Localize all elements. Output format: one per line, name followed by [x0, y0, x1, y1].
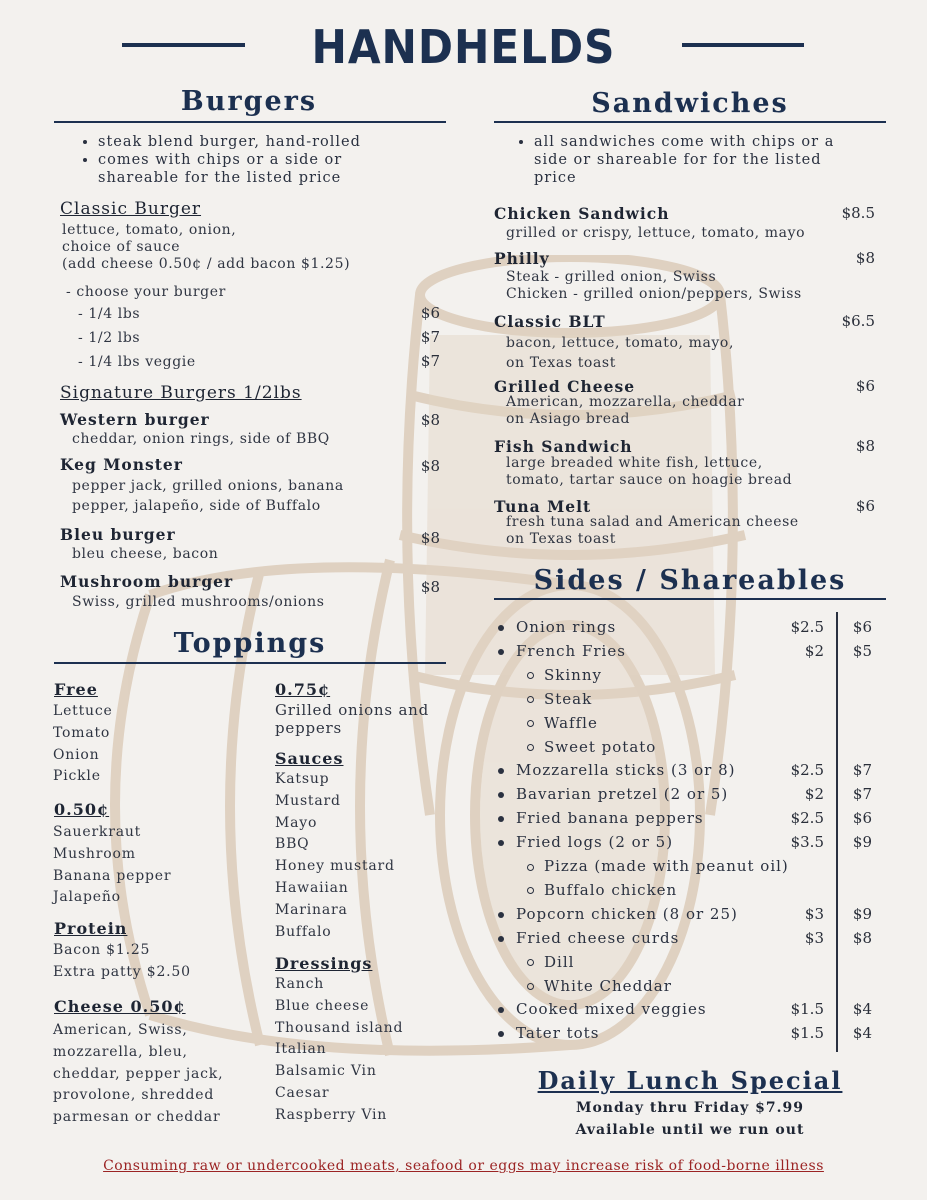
side-label: Fried logs (2 or 5) — [516, 833, 674, 852]
sandwich-desc: large breaded white fish, lettuce, tomato, tartar sauce on hoagie bread — [506, 455, 793, 488]
side-price-shareable: $9 — [852, 833, 872, 852]
toppings-heading: Toppings — [173, 628, 327, 659]
side-price-small: $3.5 — [790, 833, 824, 852]
sandwich-desc: grilled or crispy, lettuce, tomato, mayo — [506, 225, 806, 241]
circle-bullet-icon — [527, 959, 534, 966]
bullet-icon — [498, 936, 504, 942]
side-item — [498, 761, 736, 779]
side-price-shareable: $9 — [852, 904, 872, 923]
sandwich-price: $8.5 — [841, 204, 875, 222]
sandwiches-notes — [496, 133, 886, 187]
title-rule-right — [682, 43, 804, 47]
signature-burger-price: $8 — [420, 411, 440, 429]
sandwich-name: Tuna Melt — [494, 497, 592, 516]
side-label: Dill — [544, 952, 575, 971]
circle-bullet-icon — [527, 887, 534, 894]
burger-option-price: $7 — [420, 352, 440, 370]
sandwich-note: • all sandwiches come with chips or a side or shareable for for the listed price — [534, 133, 886, 187]
side-price-small: $3 — [804, 904, 824, 923]
bullet-icon — [498, 840, 504, 846]
bullet-icon — [498, 816, 504, 822]
side-label: French Fries — [516, 641, 626, 660]
side-label: Fried cheese curds — [516, 928, 680, 947]
daily-lunch-special-days: Monday thru Friday $7.99 — [575, 1100, 805, 1116]
sandwich-desc: bacon, lettuce, tomato, mayo, on Texas toast — [506, 335, 734, 371]
side-item — [498, 905, 738, 923]
side-price-small: $2.5 — [790, 618, 824, 636]
burgers-notes — [60, 133, 440, 187]
classic-burger-desc: lettuce, tomato, onion, choice of sauce (add cheese 0.50¢ / add bacon $1.25) — [62, 222, 351, 272]
bullet-icon — [498, 625, 504, 631]
sandwich-price: $8 — [855, 249, 875, 267]
side-subitem — [527, 953, 574, 971]
side-label: Tater tots — [516, 1024, 600, 1043]
side-item — [498, 929, 679, 947]
side-price-shareable: $8 — [852, 928, 872, 947]
side-label: Bavarian pretzel (2 or 5) — [516, 785, 729, 804]
burger-note: • steak blend burger, hand-rolled — [98, 133, 440, 151]
side-price-shareable: $4 — [852, 1000, 872, 1019]
side-label: White Cheddar — [544, 976, 672, 995]
side-label: Fried banana peppers — [516, 809, 704, 828]
sandwich-price: $6.5 — [841, 312, 875, 330]
signature-burger-price: $8 — [420, 578, 440, 596]
side-subitem — [527, 738, 656, 756]
topping-list-fifty: Sauerkraut Mushroom Banana pepper Jalapeño — [53, 824, 172, 906]
side-price-small: $1.5 — [790, 1000, 824, 1019]
topping-list-seventyfive: Grilled onions and peppers — [275, 701, 430, 737]
topping-list-sauces: Katsup Mustard Mayo BBQ Honey mustard Hawaiian Marinara Buffalo — [275, 771, 395, 940]
bullet-icon — [498, 792, 504, 798]
circle-bullet-icon — [527, 744, 534, 751]
topping-category-free: Free — [54, 680, 98, 699]
sandwiches-heading: Sandwiches — [591, 88, 789, 119]
daily-lunch-special-title: Daily Lunch Special — [537, 1066, 843, 1095]
sandwich-name: Fish Sandwich — [494, 437, 633, 456]
burger-option-price: $6 — [420, 304, 440, 322]
topping-category-fifty: 0.50¢ — [54, 800, 110, 819]
signature-burgers-heading: Signature Burgers 1/2lbs — [60, 383, 302, 403]
side-price-small: $2 — [804, 785, 824, 804]
sandwich-name: Grilled Cheese — [494, 377, 636, 396]
side-label: Cooked mixed veggies — [516, 1000, 707, 1019]
topping-category-sauces: Sauces — [275, 749, 344, 768]
circle-bullet-icon — [527, 672, 534, 679]
topping-category-dressings: Dressings — [275, 954, 373, 973]
sandwich-name: Philly — [494, 249, 550, 268]
sandwich-desc: American, mozzarella, cheddar on Asiago bread — [506, 394, 745, 427]
topping-category-seventyfive: 0.75¢ — [275, 680, 331, 699]
signature-burger-desc: Swiss, grilled mushrooms/onions — [72, 594, 325, 610]
side-subitem — [527, 881, 677, 899]
burger-note: • comes with chips or a side or shareable for the listed price — [98, 151, 440, 187]
barrel-illustration — [90, 255, 850, 1075]
side-price-small: $2.5 — [790, 809, 824, 828]
bullet-icon — [498, 1031, 504, 1037]
topping-category-protein: Protein — [54, 919, 128, 938]
side-item — [498, 1000, 707, 1018]
sides-heading: Sides / Shareables — [533, 565, 847, 596]
side-subitem — [527, 666, 602, 684]
classic-burger-name: Classic Burger — [60, 199, 202, 219]
sandwich-name: Classic BLT — [494, 312, 606, 331]
side-label: Buffalo chicken — [544, 880, 678, 899]
signature-burger-desc: pepper jack, grilled onions, banana pepper, jalapeño, side of Buffalo — [72, 478, 344, 514]
sandwich-name: Chicken Sandwich — [494, 204, 670, 223]
side-price-small: $2.5 — [790, 761, 824, 780]
side-label: Sweet potato — [544, 737, 657, 756]
sandwich-price: $6 — [855, 377, 875, 395]
burger-option-label: - 1/2 lbs — [78, 330, 141, 346]
sandwich-desc: fresh tuna salad and American cheese on Texas toast — [506, 514, 799, 547]
circle-bullet-icon — [527, 720, 534, 727]
signature-burger-desc: cheddar, onion rings, side of BBQ — [72, 431, 330, 447]
side-price-shareable: $6 — [852, 809, 872, 828]
topping-list-dressings: Ranch Blue cheese Thousand island Italian Balsamic Vin Caesar Raspberry Vin — [275, 976, 404, 1123]
sides-rule — [494, 598, 886, 600]
bullet-icon — [498, 912, 504, 918]
signature-burger-price: $8 — [420, 529, 440, 547]
side-label: Steak — [544, 689, 593, 708]
side-price-shareable: $5 — [852, 641, 872, 660]
side-subitem — [527, 857, 789, 875]
side-label: Skinny — [544, 665, 602, 684]
food-safety-warning: Consuming raw or undercooked meats, seafood or eggs may increase risk of food-borne illness — [103, 1158, 824, 1174]
side-label: Mozzarella sticks (3 or 8) — [516, 761, 736, 780]
sandwich-desc: Steak - grilled onion, Swiss Chicken - grilled onion/peppers, Swiss — [506, 269, 802, 302]
side-price-small: $2 — [804, 641, 824, 660]
side-item — [498, 618, 616, 636]
side-price-small: $1.5 — [790, 1024, 824, 1043]
signature-burger-price: $8 — [420, 457, 440, 475]
signature-burger-name: Keg Monster — [60, 455, 183, 474]
side-subitem — [527, 690, 592, 708]
side-price-shareable: $4 — [852, 1024, 872, 1043]
topping-category-cheese: Cheese 0.50¢ — [54, 997, 186, 1016]
bullet-icon — [498, 768, 504, 774]
sandwich-price: $6 — [855, 497, 875, 515]
bullet-icon — [498, 1007, 504, 1013]
side-price-small: $3 — [804, 928, 824, 947]
burger-option-label: - 1/4 lbs veggie — [78, 354, 196, 370]
circle-bullet-icon — [527, 983, 534, 990]
topping-list-free: Lettuce Tomato Onion Pickle — [53, 703, 113, 785]
circle-bullet-icon — [527, 864, 534, 871]
signature-burger-name: Mushroom burger — [60, 572, 234, 591]
side-item — [498, 785, 728, 803]
side-label: Pizza (made with peanut oil) — [544, 857, 789, 875]
circle-bullet-icon — [527, 696, 534, 703]
choose-burger-label: - choose your burger — [66, 284, 226, 300]
burger-option-price: $7 — [420, 328, 440, 346]
toppings-rule — [54, 662, 446, 664]
bullet-icon — [498, 649, 504, 655]
burgers-rule — [54, 121, 446, 123]
topping-list-protein: Bacon $1.25 Extra patty $2.50 — [53, 942, 191, 980]
side-subitem — [527, 714, 598, 732]
side-price-shareable: $7 — [852, 761, 872, 780]
signature-burger-desc: bleu cheese, bacon — [72, 546, 219, 562]
page-title: HANDHELDS — [311, 20, 616, 74]
sandwiches-rule — [494, 121, 886, 123]
side-label: Popcorn chicken (8 or 25) — [516, 904, 738, 923]
daily-lunch-special-availability: Available until we run out — [575, 1122, 805, 1138]
burger-option-label: - 1/4 lbs — [78, 306, 141, 322]
sides-divider — [836, 612, 838, 1052]
side-label: Waffle — [544, 713, 598, 732]
side-price-shareable: $6 — [852, 618, 872, 636]
side-item — [498, 642, 626, 660]
signature-burger-name: Western burger — [60, 410, 210, 429]
side-label: Onion rings — [516, 618, 617, 636]
side-price-shareable: $7 — [852, 785, 872, 804]
burgers-heading: Burgers — [180, 86, 318, 117]
topping-list-cheese: American, Swiss, mozzarella, bleu, cheddar, pepper jack, provolone, shredded parmesan or cheddar — [53, 1022, 224, 1126]
side-item — [498, 833, 673, 851]
side-item — [498, 1024, 599, 1042]
signature-burger-name: Bleu burger — [60, 525, 176, 544]
sandwich-price: $8 — [855, 437, 875, 455]
side-subitem — [527, 977, 672, 995]
side-item — [498, 809, 704, 827]
